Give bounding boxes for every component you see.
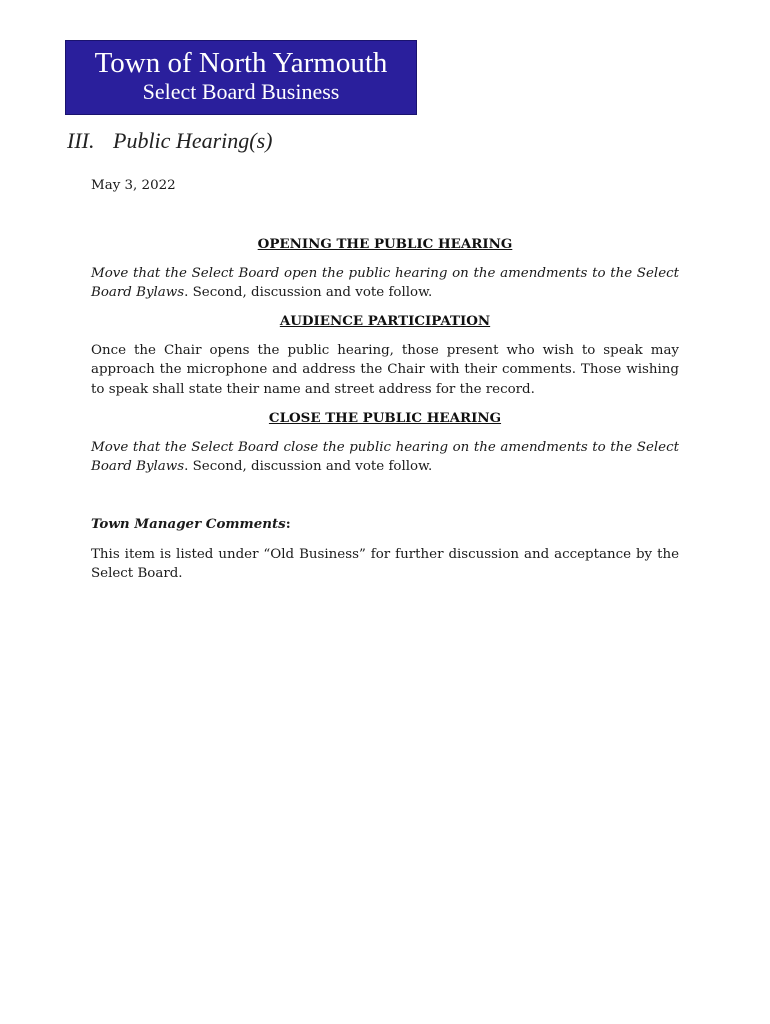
section-number: III.	[67, 128, 95, 153]
section-heading	[67, 128, 272, 154]
banner-title: Town of North Yarmouth	[94, 47, 388, 79]
audience-paragraph: Once the Chair opens the public hearing, those present who wish to speak may approach the microphone and address the Chair with their comments. Those wishing to speak shall state their name and street address for the record.	[91, 343, 679, 397]
opening-paragraph	[91, 264, 679, 303]
manager-colon: :	[285, 516, 291, 532]
manager-comments-label	[91, 515, 679, 534]
opening-heading: OPENING THE PUBLIC HEARING	[257, 236, 513, 252]
opening-followup: . Second, discussion and vote follow.	[184, 285, 433, 301]
closing-heading: CLOSE THE PUBLIC HEARING	[268, 410, 502, 426]
meeting-date: May 3, 2022	[91, 178, 176, 193]
closing-followup: . Second, discussion and vote follow.	[184, 459, 433, 475]
banner-subtitle: Select Board Business	[142, 79, 340, 104]
opening-motion: Move that the Select Board open the public hearing on the amendments to the Select Board Bylaws	[91, 266, 679, 301]
manager-label: Town Manager Comments	[91, 516, 286, 532]
closing-paragraph	[91, 438, 679, 477]
section-title: Public Hearing(s)	[113, 128, 273, 153]
closing-motion: Move that the Select Board close the public hearing on the amendments to the Select Board Bylaws	[91, 440, 679, 475]
audience-heading: AUDIENCE PARTICIPATION	[279, 313, 491, 329]
manager-comments-text: This item is listed under “Old Business” for further discussion and acceptance by the Select Board.	[91, 547, 679, 582]
header-banner	[65, 40, 417, 115]
